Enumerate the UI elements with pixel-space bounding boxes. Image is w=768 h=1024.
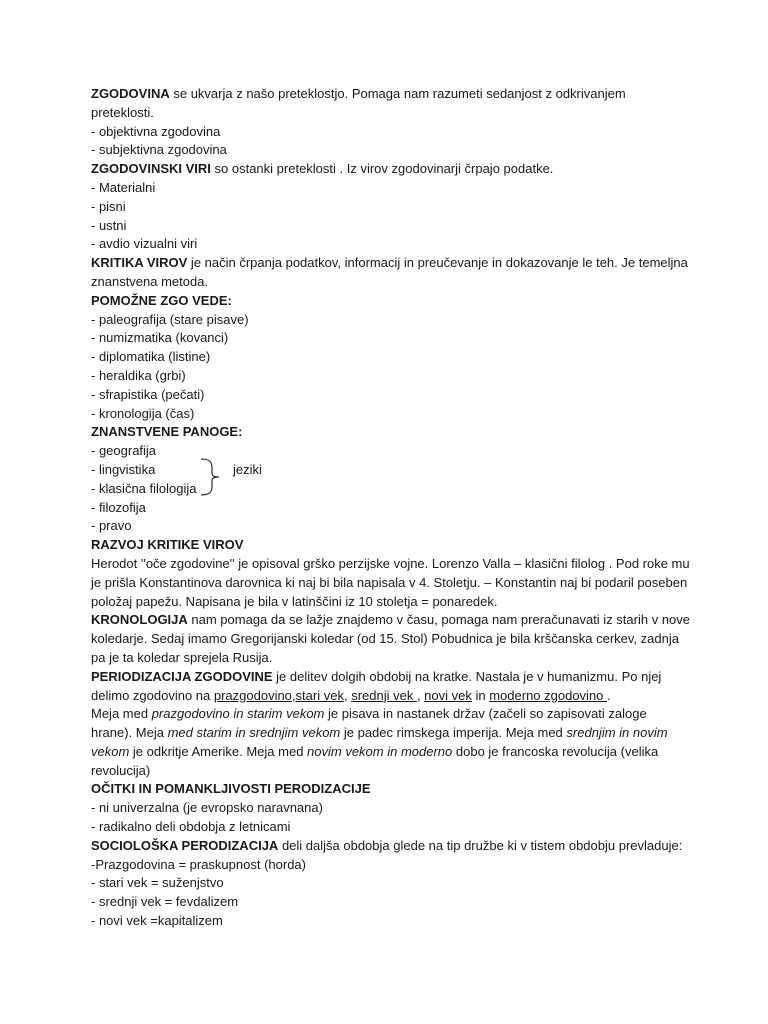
separator: , [291,687,296,703]
list-item: - sfrapistika (pečati) [91,386,205,402]
emphasis-text: srednjim in novim vekom [91,725,668,759]
list-item: - stari vek = suženjstvo [91,875,224,891]
paragraph-periodizacija [91,668,691,706]
list-item: - ustni [91,217,127,233]
emphasis-text: prazgodovino in starim vekom [151,706,325,722]
paragraph-zgodovinski-viri [91,160,691,179]
curly-brace-icon [199,458,223,496]
text-meje: je padec rimskega imperija. Meja med [340,725,567,741]
heading-periodizacija: PERIODIZACIJA ZGODOVINE [91,668,273,684]
list-item: - objektivna zgodovina [91,123,221,139]
text-socioloska: deli daljša obdobja glede na tip družbe ki v tistem obdobju prevladuje: [278,837,683,853]
list-item: - radikalno deli obdobja z letnicami [91,819,291,835]
text-zgodovina: se ukvarja z našo preteklostjo. Pomaga nam razumeti sedanjost z odkrivanjem preteklosti. [91,86,626,120]
term-srednji-vek: srednji vek [351,687,417,703]
list-item: - Materialni [91,179,156,195]
text-meje: dobo je francoska revolucija (velika revolucija) [91,743,659,778]
list-item: - klasična filologija [91,480,197,496]
paragraph-kritika-virov [91,254,691,292]
list-item: - heraldika (grbi) [91,367,186,383]
list-item: - novi vek =kapitalizem [91,913,223,929]
paragraph-kronologija [91,611,691,667]
text-meje: Meja med [91,706,152,722]
list-item: - filozofija [91,499,146,515]
text-kronologija: nam pomaga da se lažje znajdemo v času, pomaga nam preračunavati iz starih v nove koledarje. Sedaj imamo Gregorijanski koledar (od 15. Stol) Pobudnica je bila krščanska cerkev, zadnja pa je ta koledar sprejela Rusija. [91,612,691,665]
brace-label: jeziki [233,462,262,477]
paragraph-socioloska [91,837,691,856]
heading-znanstvene-panoge-text: ZNANSTVENE PANOGE: [91,424,243,440]
list-item: - pisni [91,198,126,214]
list-item: - pravo [91,518,132,534]
list-item: - lingvistika [91,461,156,477]
list-item: - geografija [91,443,157,459]
heading-zgodovinski-viri: ZGODOVINSKI VIRI [91,161,211,177]
text-meje: je odkritje Amerike. Meja med [129,743,308,759]
text-kritika-virov: je način črpanja podatkov, informacij in preučevanje in dokazovanje le teh. Je temeljna znanstvena metoda. [91,255,688,289]
text-meje: je pisava in nastanek držav (začeli so zapisovati zaloge hrane). Meja [91,706,647,741]
heading-ocitki-text: OČITKI IN POMANKLJIVOSTI PERODIZACIJE [91,781,371,797]
heading-ocitki [91,780,691,799]
heading-pomozne-vede [91,292,691,311]
list-item: - ni univerzalna (je evropsko naravnana) [91,800,323,816]
document-body [91,85,691,931]
separator: , [343,687,352,703]
paragraph-meje [91,705,691,780]
text-periodizacija: je delitev dolgih obdobij na kratke. Nastala je v humanizmu. Po njej delimo zgodovino na [91,668,662,703]
heading-socioloska: SOCIOLOŠKA PERODIZACIJA [91,837,279,853]
list-item: - diplomatika (listine) [91,349,211,365]
list-item: - numizmatika (kovanci) [91,330,229,346]
term-prazgodovino: prazgodovino [213,687,292,703]
text-zgodovinski-viri: so ostanki preteklosti . Iz virov zgodovinarji črpajo podatke. [210,161,554,177]
paragraph-zgodovina [91,85,691,123]
term-novi-vek: novi vek [424,687,472,703]
separator: . [607,687,611,703]
heading-zgodovina: ZGODOVINA [91,86,170,101]
heading-pomozne-vede-text: POMOŽNE ZGO VEDE: [91,292,232,308]
term-moderno-zgodovino: moderno zgodovino [489,687,608,703]
emphasis-text: med starim in srednjim vekom [167,725,341,741]
separator: in [471,687,490,703]
list-item: - paleografija (stare pisave) [91,311,249,327]
paragraph-razvoj-kritike: Herodot ''oče zgodovine'' je opisoval grško perzijske vojne. Lorenzo Valla – klasični filolog . Pod roke mu je prišla Konstantinova darovnica ki naj bi bila napisala v 4. Stoletju. – Konstantin naj bi podaril poseben položaj papežu. Napisana je bila v latinščini iz 10 stoletja = ponaredek. [91,555,690,609]
heading-kronologija: KRONOLOGIJA [91,612,188,628]
heading-znanstvene-panoge [91,423,691,442]
list-item: - avdio vizualni viri [91,236,198,252]
heading-razvoj-kritike [91,536,691,555]
list-item: - subjektivna zgodovina [91,142,227,158]
list-item: -Prazgodovina = praskupnost (horda) [91,856,306,872]
heading-razvoj-kritike-text: RAZVOJ KRITIKE VIROV [91,537,244,553]
heading-kritika-virov: KRITIKA VIROV [91,255,188,271]
term-stari-vek: stari vek [295,687,344,703]
list-item: - srednji vek = fevdalizem [91,894,239,910]
list-item: - kronologija (čas) [91,405,195,421]
separator: , [416,687,425,703]
emphasis-text: novim vekom in moderno [307,743,453,759]
